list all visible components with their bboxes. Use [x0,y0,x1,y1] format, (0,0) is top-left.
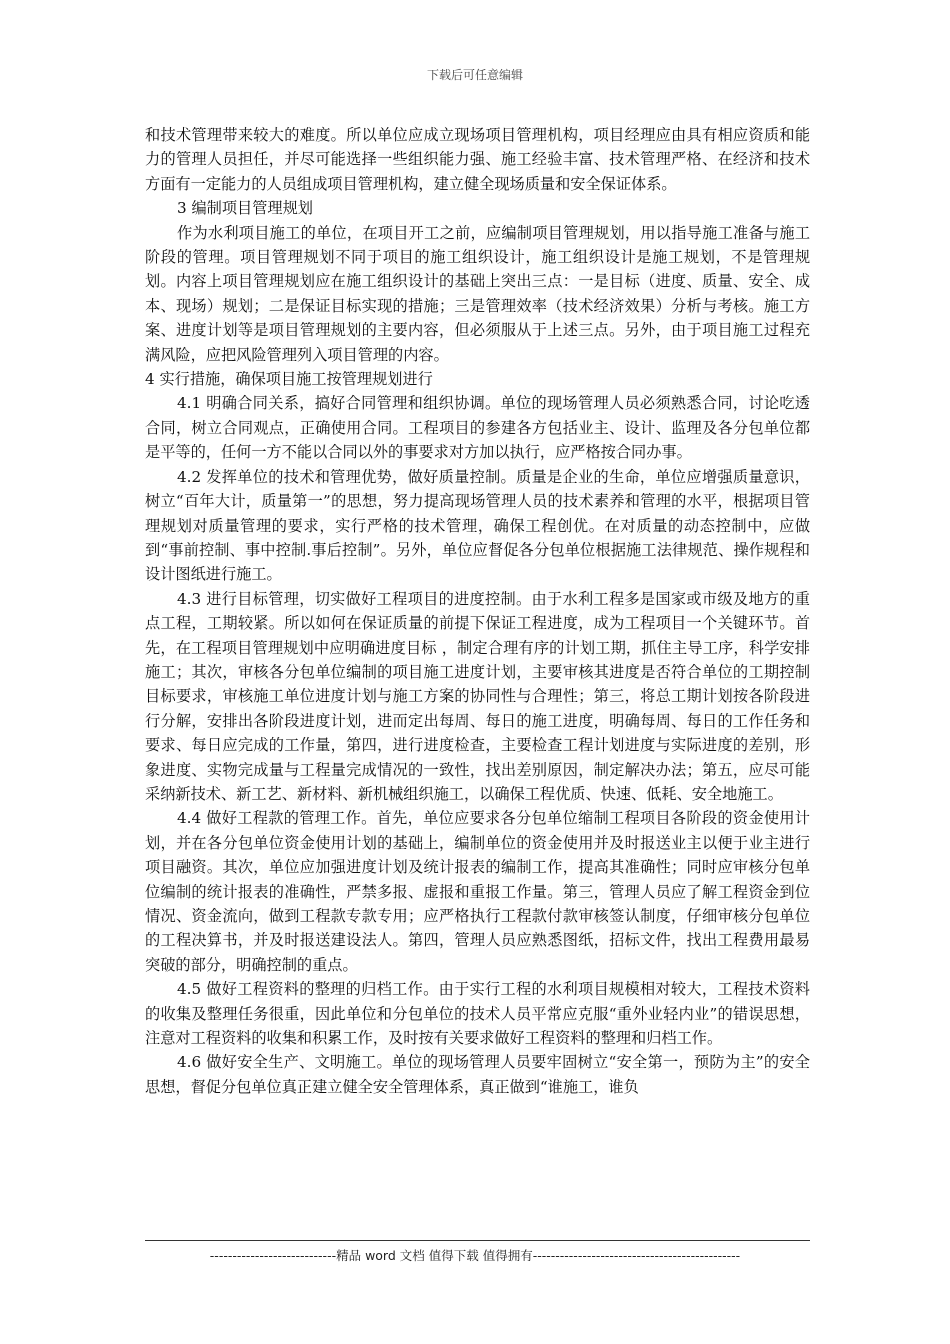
page-header: 下载后可任意编辑 [426,68,523,82]
paragraph-4-3: 4.3 进行目标管理，切实做好工程项目的进度控制。由于水利工程多是国家或市级及地方的重点工程，工期较紧。所以如何在保证质量的前提下保证工程进度，成为工程项目一个关键环节。首先，在工程项目管理规划中应明确进度目标 ，制定合理有序的计划工期，抓住主导工序，科学安排施工；其次，审核各分包单位编制的项目施工进度计划，主要审核其进度是否符合单位的工期控制目标要求，审核施工单位进度计划与施工方案的协同性与合理性；第三，将总工期计划按各阶段进行分解，安排出各阶段进度计划，进而定出每周、每日的施工进度，明确每周、每日的工作任务和要求、每日应完成的工作量，第四，进行进度检查，主要检查工程计划进度与实际进度的差别，形象进度、实物完成量与工程量完成情况的一致性，找出差别原因，制定解决办法；第五，应尽可能采纳新技术、新工艺、新材料、新机械组织施工，以确保工程优质、快速、低耗、安全地施工。 [145,589,810,803]
paragraph-4-6: 4.6 做好安全生产、文明施工。单位的现场管理人员要牢固树立“安全第一，预防为主”的安全思想，督促分包单位真正建立健全安全管理体系，真正做到“谁施工，谁负 [145,1053,810,1096]
paragraph-4-4: 4.4 做好工程款的管理工作。首先，单位应要求各分包单位缩制工程项目各阶段的资金使用计划，并在各分包单位资金使用计划的基础上，编制单位的资金使用并及时报送业主以便于业主进行项目融资。其次，单位应加强进度计划及统计报表的编制工作，提高其准确性；同时应审核分包单位编制的统计报表的准确性，严禁多报、虚报和重报工作量。第三，管理人员应了解工程资金到位情况、资金流向，做到工程款专款专用；应严格执行工程款付款审核签认制度，仔细审核分包单位的工程决算书，并及时报送建设法人。第四，管理人员应熟悉图纸，招标文件，找出工程费用最易突破的部分，明确控制的重点。 [145,809,810,974]
section-heading-4: 4 实行措施，确保项目施工按管理规划进行 [145,370,433,389]
paragraph-3: 作为水利项目施工的单位，在项目开工之前，应编制项目管理规划，用以指导施工准备与施工阶段的管理。项目管理规划不同于项目的施工组织设计，施工组织设计是施工规划，不是管理规划。内容上项目管理规划应在施工组织设计的基础上突出三点：一是目标（进度、质量、安全、成本、现场）规划；二是保证目标实现的措施；三是管理效率（技术经济效果）分析与考核。施工方案、进度计划等是项目管理规划的主要内容，但必须服从于上述三点。另外，由于项目施工过程充满风险，应把风险管理列入项目管理的内容。 [145,223,810,364]
page-footer: ----------------------------精品 word 文档 值得下载 值得拥有---------------------------------------------- [209,1248,741,1263]
paragraph-1: 和技术管理带来较大的难度。所以单位应成立现场项目管理机构，项目经理应由具有相应资质和能力的管理人员担任，并尽可能选择一些组织能力强、施工经验丰富、技术管理严格、在经济和技术方面有一定能力的人员组成项目管理机构，建立健全现场质量和安全保证体系。 [145,126,810,193]
document-body [145,123,810,1099]
footer-divider [145,1240,810,1241]
section-heading-3: 3 编制项目管理规划 [177,199,313,218]
paragraph-4-2: 4.2 发挥单位的技术和管理优势，做好质量控制。质量是企业的生命，单位应增强质量意识，树立“百年大计，质量第一”的思想，努力提高现场管理人员的技术素养和管理的水平，根据项目管理规划对质量管理的要求，实行严格的技术管理，确保工程创优。在对质量的动态控制中，应做到“事前控制、事中控制.事后控制”。另外，单位应督促各分包单位根据施工法律规范、操作规程和设计图纸进行施工。 [145,467,810,584]
paragraph-4-5: 4.5 做好工程资料的整理的归档工作。由于实行工程的水利项目规模相对较大，工程技术资料的收集及整理任务很重，因此单位和分包单位的技术人员平常应克服“重外业轻内业”的错误思想，注意对工程资料的收集和积累工作，及时按有关要求做好工程资料的整理和归档工作。 [145,980,810,1048]
paragraph-4-1: 4.1 明确合同关系，搞好合同管理和组织协调。单位的现场管理人员必须熟悉合同，讨论吃透合同，树立合同观点，正确使用合同。工程项目的参建各方包括业主、设计、监理及各分包单位都是平等的，任何一方不能以合同以外的事要求对方加以执行，应严格按合同办事。 [145,394,810,462]
